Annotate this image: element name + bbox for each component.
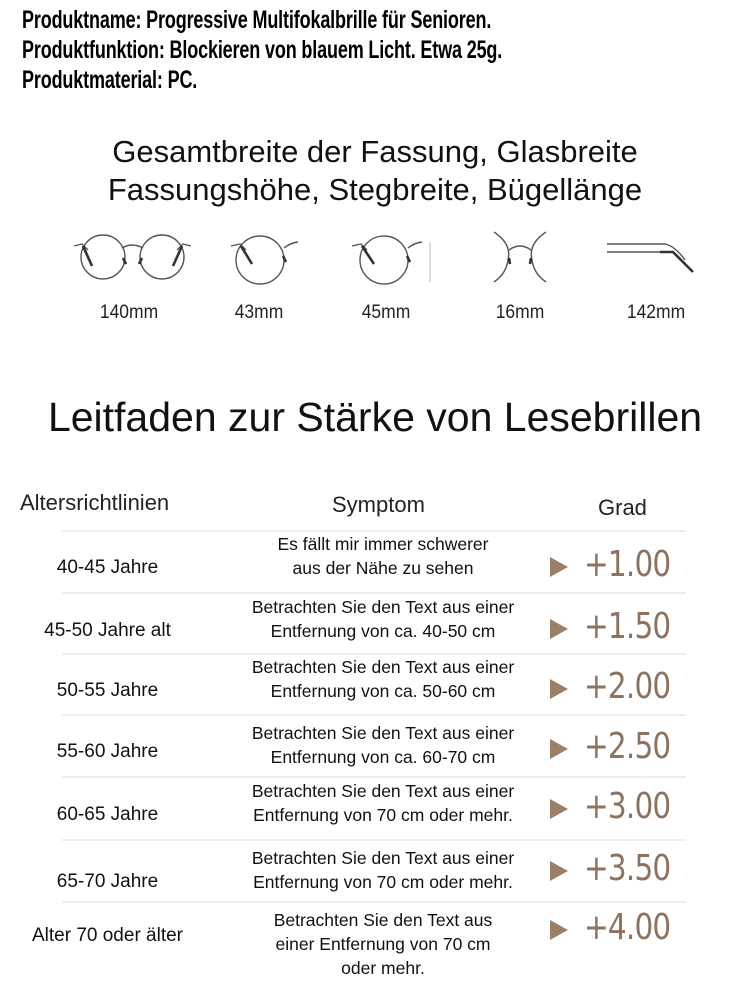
row-symptom-line2: Entfernung von ca. 40-50 cm <box>270 621 496 641</box>
guide-title: Leitfaden zur Stärke von Lesebrillen <box>47 394 703 440</box>
lens-width-icon <box>228 230 300 286</box>
triangle-arrow-icon <box>550 739 568 759</box>
header-age: Altersrichtlinien <box>20 490 170 515</box>
row-divider <box>62 776 686 778</box>
row-grade: +1.00 <box>584 544 671 585</box>
row-age: 40-45 Jahre <box>56 557 159 578</box>
row-grade: +3.00 <box>584 786 671 827</box>
row-symptom-line1: Betrachten Sie den Text aus <box>273 910 493 930</box>
row-symptom-line2: einer Entfernung von 70 cm <box>275 934 491 954</box>
lens-height-icon <box>348 230 438 286</box>
row-divider <box>62 839 686 841</box>
product-function: Produktfunktion: Blockieren von blauem Licht. Etwa 25g. <box>22 36 503 64</box>
row-grade: +2.00 <box>584 666 671 707</box>
glasses-front-icon <box>70 230 195 286</box>
row-grade: +1.50 <box>584 606 671 647</box>
product-name: Produktname: Progressive Multifokalbrille für Senioren. <box>22 6 492 34</box>
dim-temple-length: 142mm <box>626 302 686 323</box>
row-age: 65-70 Jahre <box>56 871 159 892</box>
triangle-arrow-icon <box>550 619 568 639</box>
row-symptom-line1: Betrachten Sie den Text aus einer <box>251 657 515 677</box>
row-divider <box>62 901 686 903</box>
triangle-arrow-icon <box>550 557 568 577</box>
row-symptom-line1: Betrachten Sie den Text aus einer <box>251 781 515 801</box>
triangle-arrow-icon <box>550 799 568 819</box>
dim-lens-width: 43mm <box>234 302 284 323</box>
row-age: 50-55 Jahre <box>56 680 159 701</box>
temple-icon <box>605 230 700 286</box>
row-symptom-line1: Betrachten Sie den Text aus einer <box>251 848 515 868</box>
row-grade: +3.50 <box>584 848 671 889</box>
row-divider <box>62 714 686 716</box>
row-grade: +4.00 <box>584 907 671 948</box>
row-symptom-line1: Betrachten Sie den Text aus einer <box>251 723 515 743</box>
row-symptom-line2: aus der Nähe zu sehen <box>292 558 474 578</box>
triangle-arrow-icon <box>550 861 568 881</box>
dim-bridge-width: 16mm <box>495 302 545 323</box>
product-material: Produktmaterial: PC. <box>22 66 198 94</box>
row-symptom-line2: Entfernung von ca. 50-60 cm <box>270 681 496 701</box>
row-symptom-line2: Entfernung von 70 cm oder mehr. <box>253 805 513 825</box>
row-symptom-line2: Entfernung von 70 cm oder mehr. <box>253 872 513 892</box>
row-age: 60-65 Jahre <box>56 804 159 825</box>
dim-total-width: 140mm <box>99 302 159 323</box>
row-symptom-line1: Betrachten Sie den Text aus einer <box>251 597 515 617</box>
row-age: 45-50 Jahre alt <box>44 620 171 641</box>
header-symptom: Symptom <box>332 492 425 517</box>
row-symptom-line2: Entfernung von ca. 60-70 cm <box>270 747 496 767</box>
row-age: 55-60 Jahre <box>56 741 159 762</box>
dim-lens-height: 45mm <box>361 302 411 323</box>
row-age: Alter 70 oder älter <box>31 925 184 946</box>
triangle-arrow-icon <box>550 679 568 699</box>
dimensions-title-line1: Gesamtbreite der Fassung, Glasbreite <box>112 134 638 169</box>
dimensions-title-line2: Fassungshöhe, Stegbreite, Bügellänge <box>107 172 643 207</box>
bridge-icon <box>490 230 550 286</box>
row-divider <box>62 592 686 594</box>
triangle-arrow-icon <box>550 920 568 940</box>
row-grade: +2.50 <box>584 726 671 767</box>
header-grade: Grad <box>598 495 647 520</box>
row-symptom-line3: oder mehr. <box>341 958 425 978</box>
row-symptom-line1: Es fällt mir immer schwerer <box>277 534 489 554</box>
